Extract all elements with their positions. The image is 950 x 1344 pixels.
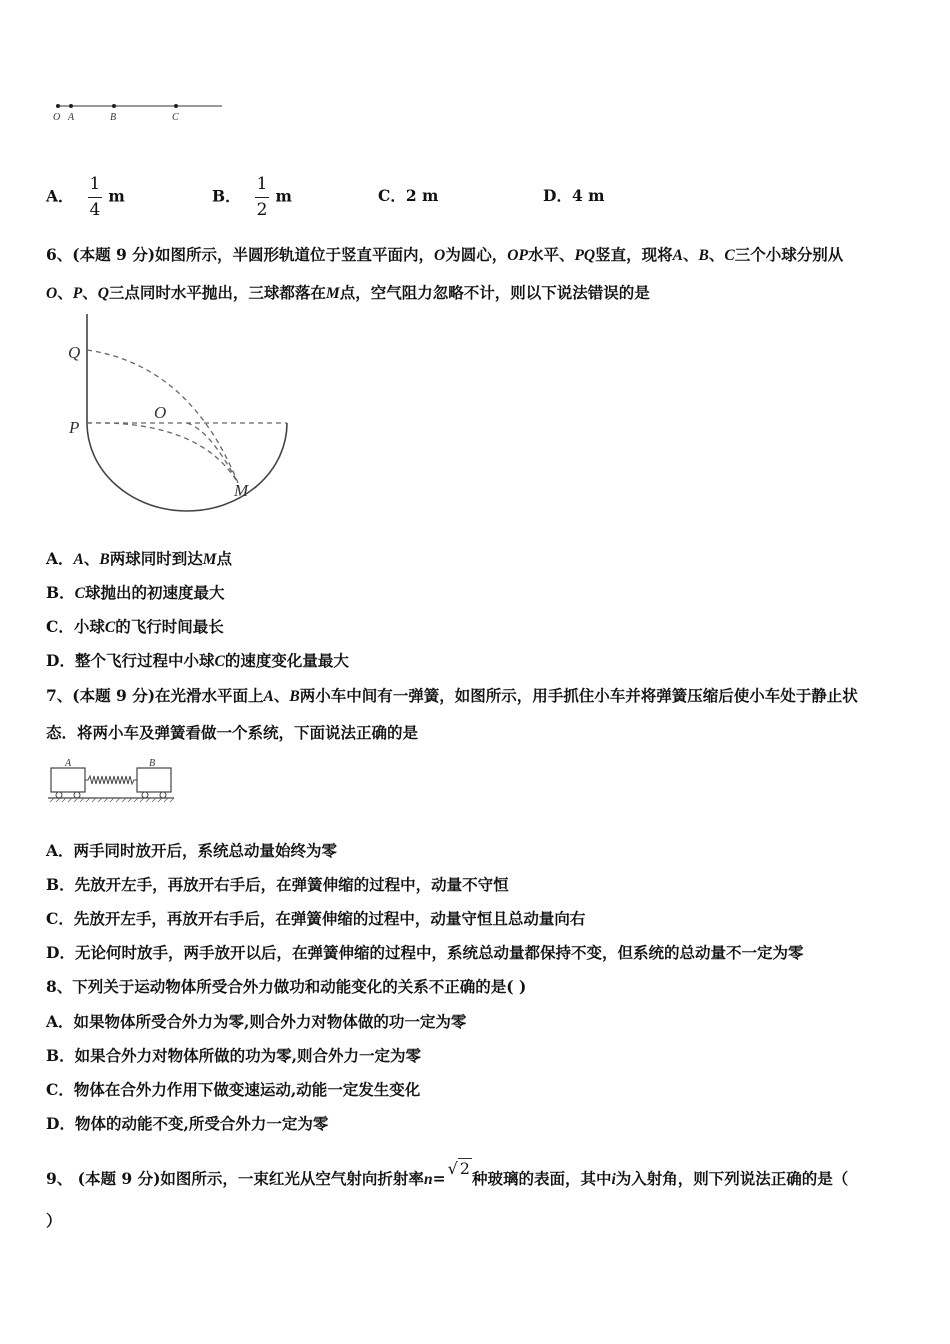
trajectory-from-o bbox=[187, 423, 238, 483]
option-text: 如果物体所受合外力为零,则合外力对物体做的功一定为零 bbox=[73, 1012, 467, 1031]
var-a: A bbox=[73, 551, 84, 568]
text: 、 bbox=[83, 549, 100, 568]
var-a: A bbox=[263, 688, 274, 705]
q6-stem-line-2 bbox=[46, 282, 910, 305]
text: 整个飞行过程中小球 bbox=[74, 651, 215, 670]
option-label: A． bbox=[46, 549, 74, 568]
option-label: C． bbox=[378, 186, 406, 205]
text: 种玻璃的表面，其中 bbox=[471, 1169, 612, 1188]
q9-stem-line-1 bbox=[46, 1158, 910, 1191]
sqrt-sign: √ bbox=[447, 1159, 458, 1178]
option-text: 先放开左手，再放开右手后，在弹簧伸缩的过程中，动量不守恒 bbox=[74, 875, 509, 894]
text: 两小车中间有一弹簧，如图所示，用手抓住小车并将弹簧压缩后使小车处于静止状 bbox=[299, 686, 858, 705]
var-b: B bbox=[289, 688, 300, 705]
text: 的飞行时间最长 bbox=[115, 617, 224, 636]
fraction-one-half bbox=[255, 175, 270, 220]
q8-option-a[interactable] bbox=[46, 1011, 910, 1033]
q9-stem-line-2 bbox=[46, 1210, 910, 1232]
option-text: 物体在合外力作用下做变速运动,动能一定发生变化 bbox=[73, 1080, 421, 1099]
option-label: A． bbox=[46, 1012, 74, 1031]
text: 点 bbox=[216, 549, 233, 568]
option-label: B． bbox=[46, 1046, 75, 1065]
option-value: 2 m bbox=[405, 186, 439, 205]
text: 、 bbox=[57, 283, 73, 302]
text: 态．将两小车及弹簧看做一个系统，下面说法正确的是 bbox=[46, 723, 419, 742]
q7-option-a[interactable] bbox=[46, 840, 910, 862]
text: 为圆心， bbox=[445, 245, 508, 264]
var-b: B bbox=[99, 551, 110, 568]
option-label: C． bbox=[46, 909, 74, 928]
var-c: C bbox=[74, 585, 85, 602]
q5-option-b[interactable] bbox=[212, 175, 292, 220]
text: ） bbox=[46, 1211, 62, 1230]
label-m: M bbox=[234, 481, 249, 500]
label-b: B bbox=[110, 112, 117, 123]
trajectory-from-p bbox=[87, 423, 238, 483]
var-m: M bbox=[325, 285, 340, 302]
label-o: O bbox=[154, 403, 167, 422]
label-c: C bbox=[172, 112, 179, 123]
label-b: B bbox=[149, 758, 156, 769]
option-text: 物体的动能不变,所受合外力一定为零 bbox=[74, 1114, 329, 1133]
text: 竖直，现将 bbox=[595, 245, 673, 264]
q5-option-a[interactable] bbox=[46, 175, 125, 220]
sqrt-two bbox=[448, 1158, 472, 1180]
var-o: O bbox=[434, 247, 446, 264]
label-a: A bbox=[68, 112, 75, 123]
spring bbox=[85, 776, 137, 784]
fraction-denominator: 2 bbox=[255, 197, 270, 220]
q6-stem-line-1 bbox=[46, 244, 910, 267]
var-i: i bbox=[611, 1171, 616, 1188]
option-label: C． bbox=[46, 617, 74, 636]
option-label: D． bbox=[46, 651, 75, 670]
q7-option-b[interactable] bbox=[46, 874, 910, 896]
semicircle-track bbox=[87, 423, 287, 511]
option-value: 4 m bbox=[571, 186, 605, 205]
fraction-numerator: 1 bbox=[89, 174, 101, 194]
option-text: 先放开左手，再放开右手后，在弹簧伸缩的过程中，动量守恒且总动量向右 bbox=[73, 909, 586, 928]
q5-option-d[interactable] bbox=[543, 185, 605, 207]
q7-stem-line-1 bbox=[46, 685, 910, 708]
cart-a bbox=[51, 768, 85, 792]
label-o: O bbox=[53, 112, 61, 123]
point-b bbox=[112, 104, 116, 108]
q7-stem-line-2 bbox=[46, 722, 910, 744]
q8-option-b[interactable] bbox=[46, 1045, 910, 1067]
q8-stem bbox=[46, 976, 910, 998]
text: 两球同时到达 bbox=[109, 549, 203, 568]
text: 三个小球分别从 bbox=[734, 245, 844, 264]
wheel bbox=[160, 792, 166, 798]
option-label: B． bbox=[46, 583, 75, 602]
var-p: P bbox=[72, 285, 83, 302]
q6-option-d[interactable] bbox=[46, 650, 910, 673]
q6-option-b[interactable] bbox=[46, 582, 910, 605]
text: 6、(本题 9 分)如图所示，半圆形轨道位于竖直平面内， bbox=[46, 245, 435, 264]
var-a: A bbox=[672, 247, 683, 264]
option-label: D． bbox=[46, 1114, 75, 1133]
var-b: B bbox=[698, 247, 709, 264]
q6-semicircle-track-figure bbox=[60, 310, 280, 520]
point-o bbox=[56, 104, 60, 108]
text: 小球 bbox=[73, 617, 105, 636]
option-label: D． bbox=[46, 943, 75, 962]
wheel bbox=[142, 792, 148, 798]
option-unit: m bbox=[275, 186, 292, 206]
var-c: C bbox=[104, 619, 116, 636]
q7-carts-spring-figure bbox=[48, 758, 178, 804]
text: 、 bbox=[82, 283, 98, 302]
text: 7、(本题 9 分)在光滑水平面上 bbox=[46, 686, 264, 705]
option-text: 如果合外力对物体所做的功为零,则合外力一定为零 bbox=[74, 1046, 422, 1065]
point-a bbox=[69, 104, 73, 108]
fraction-numerator: 1 bbox=[256, 174, 268, 194]
sqrt-radicand: 2 bbox=[459, 1159, 470, 1178]
q5-point-line-figure bbox=[50, 96, 230, 126]
text: 、 bbox=[708, 245, 725, 264]
label-a: A bbox=[65, 758, 72, 769]
q6-option-c[interactable] bbox=[46, 616, 910, 639]
option-text: 无论何时放手，两手放开以后，在弹簧伸缩的过程中，系统总动量都保持不变，但系统的总动量不一定为零 bbox=[74, 943, 804, 962]
text: 水平、 bbox=[527, 245, 575, 264]
text: 的速度变化量最大 bbox=[224, 651, 349, 670]
label-p: P bbox=[69, 418, 80, 437]
q5-option-c[interactable] bbox=[378, 185, 438, 207]
cart-b bbox=[137, 768, 171, 792]
q8-option-c[interactable] bbox=[46, 1079, 910, 1101]
option-label: D． bbox=[543, 186, 572, 205]
text: 8、下列关于运动物体所受合外力做功和动能变化的关系不正确的是( ) bbox=[46, 977, 527, 996]
text: 为入射角，则下列说法正确的是（ bbox=[615, 1169, 849, 1188]
q6-option-a[interactable] bbox=[46, 548, 910, 571]
option-label: C． bbox=[46, 1080, 74, 1099]
var-m: M bbox=[202, 551, 217, 568]
wheel bbox=[74, 792, 80, 798]
text: 、 bbox=[682, 245, 699, 264]
var-op: OP bbox=[507, 247, 528, 264]
q7-option-c[interactable] bbox=[46, 908, 910, 930]
var-q: Q bbox=[97, 285, 109, 302]
option-label: A． bbox=[46, 841, 74, 860]
text: 球抛出的初速度最大 bbox=[84, 583, 225, 602]
wheel bbox=[56, 792, 62, 798]
option-label: B． bbox=[212, 186, 241, 206]
var-c: C bbox=[214, 653, 225, 670]
label-q: Q bbox=[68, 343, 81, 362]
text: 三点同时水平抛出，三球都落在 bbox=[108, 283, 326, 302]
var-n: n bbox=[423, 1171, 433, 1188]
option-text: 两手同时放开后，系统总动量始终为零 bbox=[73, 841, 338, 860]
var-pq: PQ bbox=[574, 247, 596, 264]
text: = bbox=[432, 1169, 446, 1188]
option-label: A． bbox=[46, 186, 74, 206]
text: 、 bbox=[273, 686, 290, 705]
option-unit: m bbox=[108, 186, 125, 206]
var-o: O bbox=[46, 285, 58, 302]
q8-option-d[interactable] bbox=[46, 1113, 910, 1135]
fraction-one-quarter bbox=[88, 175, 103, 220]
option-label: B． bbox=[46, 875, 75, 894]
point-c bbox=[174, 104, 178, 108]
q7-option-d[interactable] bbox=[46, 942, 910, 964]
var-c: C bbox=[724, 247, 735, 264]
text: 9、 (本题 9 分)如图所示，一束红光从空气射向折射率 bbox=[46, 1169, 424, 1188]
fraction-denominator: 4 bbox=[88, 197, 103, 220]
text: 点，空气阻力忽略不计，则以下说法错误的是 bbox=[339, 283, 650, 302]
